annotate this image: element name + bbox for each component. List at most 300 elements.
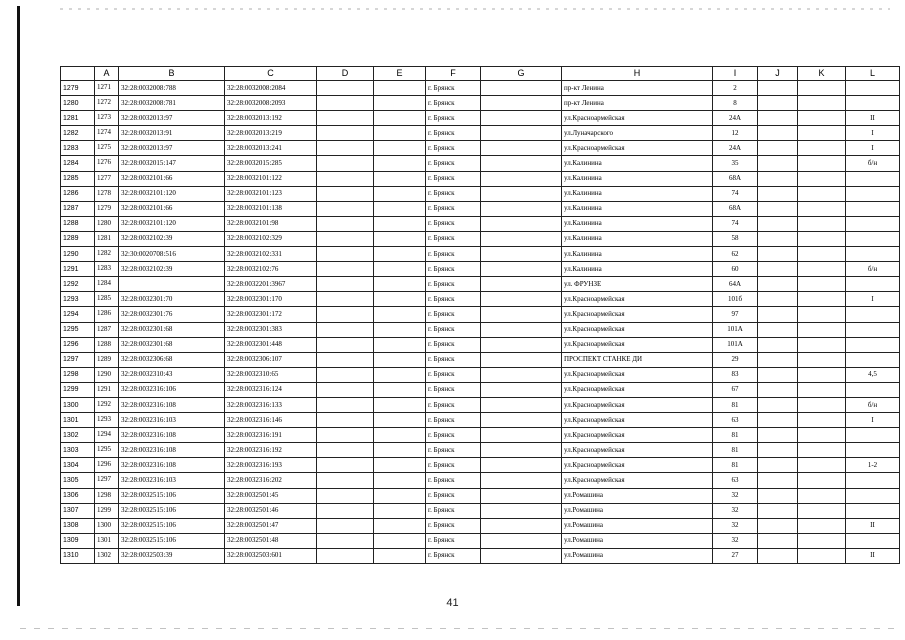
cell-d[interactable]: [317, 488, 374, 503]
cell-h[interactable]: ул.Калинина: [562, 262, 713, 277]
cell-h[interactable]: ул.Красноармейская: [562, 367, 713, 382]
cell-d[interactable]: [317, 111, 374, 126]
cell-h[interactable]: ул.Калинина: [562, 231, 713, 246]
cell-a[interactable]: 1281: [95, 231, 119, 246]
cell-j[interactable]: [758, 352, 798, 367]
cell-a[interactable]: 1282: [95, 247, 119, 262]
cell-i[interactable]: 68А: [713, 171, 758, 186]
column-header[interactable]: J: [758, 67, 798, 81]
row-number[interactable]: 1288: [61, 216, 95, 231]
cell-d[interactable]: [317, 548, 374, 563]
cell-c[interactable]: 32:28:0032316:193: [225, 458, 317, 473]
cell-b[interactable]: 32:28:0032008:781: [119, 96, 225, 111]
cell-k[interactable]: [798, 201, 846, 216]
row-number[interactable]: 1307: [61, 503, 95, 518]
cell-f[interactable]: г. Брянск: [426, 201, 481, 216]
cell-l[interactable]: [846, 488, 900, 503]
cell-k[interactable]: [798, 533, 846, 548]
cell-g[interactable]: [481, 352, 562, 367]
cell-e[interactable]: [374, 247, 426, 262]
cell-f[interactable]: г. Брянск: [426, 428, 481, 443]
cell-b[interactable]: 32:28:0032008:788: [119, 81, 225, 96]
cell-f[interactable]: г. Брянск: [426, 533, 481, 548]
cell-g[interactable]: [481, 473, 562, 488]
row-number[interactable]: 1301: [61, 413, 95, 428]
row-number[interactable]: 1289: [61, 231, 95, 246]
cell-j[interactable]: [758, 473, 798, 488]
cell-h[interactable]: ул. ФРУНЗЕ: [562, 277, 713, 292]
cell-j[interactable]: [758, 171, 798, 186]
column-header[interactable]: K: [798, 67, 846, 81]
cell-g[interactable]: [481, 231, 562, 246]
cell-k[interactable]: [798, 141, 846, 156]
cell-b[interactable]: 32:28:0032015:147: [119, 156, 225, 171]
cell-k[interactable]: [798, 307, 846, 322]
row-number[interactable]: 1293: [61, 292, 95, 307]
column-header[interactable]: B: [119, 67, 225, 81]
row-number[interactable]: 1279: [61, 81, 95, 96]
row-number[interactable]: 1286: [61, 186, 95, 201]
cell-g[interactable]: [481, 156, 562, 171]
cell-d[interactable]: [317, 201, 374, 216]
cell-d[interactable]: [317, 443, 374, 458]
cell-d[interactable]: [317, 186, 374, 201]
cell-d[interactable]: [317, 337, 374, 352]
cell-k[interactable]: [798, 367, 846, 382]
cell-g[interactable]: [481, 111, 562, 126]
cell-j[interactable]: [758, 503, 798, 518]
cell-i[interactable]: 32: [713, 503, 758, 518]
cell-b[interactable]: 32:28:0032503:39: [119, 548, 225, 563]
cell-i[interactable]: 62: [713, 247, 758, 262]
cell-f[interactable]: г. Брянск: [426, 171, 481, 186]
cell-f[interactable]: г. Брянск: [426, 231, 481, 246]
cell-j[interactable]: [758, 81, 798, 96]
cell-f[interactable]: г. Брянск: [426, 216, 481, 231]
cell-b[interactable]: 32:28:0032102:39: [119, 262, 225, 277]
cell-i[interactable]: 24А: [713, 111, 758, 126]
cell-d[interactable]: [317, 292, 374, 307]
cell-i[interactable]: 32: [713, 518, 758, 533]
cell-l[interactable]: [846, 443, 900, 458]
cell-b[interactable]: 32:28:0032316:103: [119, 413, 225, 428]
cell-d[interactable]: [317, 397, 374, 412]
cell-d[interactable]: [317, 171, 374, 186]
cell-a[interactable]: 1294: [95, 428, 119, 443]
cell-j[interactable]: [758, 458, 798, 473]
cell-g[interactable]: [481, 443, 562, 458]
cell-g[interactable]: [481, 277, 562, 292]
cell-b[interactable]: 32:28:0032013:91: [119, 126, 225, 141]
cell-a[interactable]: 1275: [95, 141, 119, 156]
cell-e[interactable]: [374, 141, 426, 156]
cell-c[interactable]: 32:28:0032102:76: [225, 262, 317, 277]
row-number[interactable]: 1294: [61, 307, 95, 322]
cell-a[interactable]: 1298: [95, 488, 119, 503]
cell-g[interactable]: [481, 337, 562, 352]
cell-k[interactable]: [798, 292, 846, 307]
cell-l[interactable]: [846, 96, 900, 111]
cell-h[interactable]: ул.Красноармейская: [562, 413, 713, 428]
cell-e[interactable]: [374, 367, 426, 382]
cell-f[interactable]: г. Брянск: [426, 337, 481, 352]
cell-a[interactable]: 1287: [95, 322, 119, 337]
cell-e[interactable]: [374, 382, 426, 397]
cell-l[interactable]: [846, 382, 900, 397]
cell-f[interactable]: г. Брянск: [426, 382, 481, 397]
cell-i[interactable]: 81: [713, 458, 758, 473]
column-header[interactable]: F: [426, 67, 481, 81]
cell-e[interactable]: [374, 277, 426, 292]
cell-d[interactable]: [317, 503, 374, 518]
cell-f[interactable]: г. Брянск: [426, 262, 481, 277]
cell-f[interactable]: г. Брянск: [426, 352, 481, 367]
cell-f[interactable]: г. Брянск: [426, 518, 481, 533]
cell-l[interactable]: [846, 322, 900, 337]
cell-i[interactable]: 63: [713, 473, 758, 488]
cell-g[interactable]: [481, 428, 562, 443]
cell-f[interactable]: г. Брянск: [426, 473, 481, 488]
cell-e[interactable]: [374, 413, 426, 428]
cell-e[interactable]: [374, 186, 426, 201]
cell-a[interactable]: 1284: [95, 277, 119, 292]
cell-k[interactable]: [798, 548, 846, 563]
cell-e[interactable]: [374, 458, 426, 473]
cell-e[interactable]: [374, 156, 426, 171]
cell-k[interactable]: [798, 277, 846, 292]
cell-g[interactable]: [481, 292, 562, 307]
cell-d[interactable]: [317, 156, 374, 171]
cell-j[interactable]: [758, 247, 798, 262]
cell-i[interactable]: 32: [713, 533, 758, 548]
cell-e[interactable]: [374, 322, 426, 337]
cell-b[interactable]: 32:28:0032310:43: [119, 367, 225, 382]
cell-e[interactable]: [374, 307, 426, 322]
cell-d[interactable]: [317, 277, 374, 292]
cell-g[interactable]: [481, 518, 562, 533]
cell-g[interactable]: [481, 171, 562, 186]
cell-i[interactable]: 81: [713, 428, 758, 443]
cell-h[interactable]: ул.Красноармейская: [562, 428, 713, 443]
row-number[interactable]: 1309: [61, 533, 95, 548]
cell-f[interactable]: г. Брянск: [426, 503, 481, 518]
cell-b[interactable]: 32:28:0032102:39: [119, 231, 225, 246]
cell-d[interactable]: [317, 231, 374, 246]
cell-b[interactable]: 32:28:0032316:108: [119, 443, 225, 458]
cell-j[interactable]: [758, 292, 798, 307]
cell-k[interactable]: [798, 382, 846, 397]
cell-h[interactable]: ул.Красноармейская: [562, 322, 713, 337]
cell-j[interactable]: [758, 111, 798, 126]
cell-l[interactable]: [846, 231, 900, 246]
cell-b[interactable]: 32:28:0032515:106: [119, 518, 225, 533]
cell-e[interactable]: [374, 488, 426, 503]
cell-a[interactable]: 1274: [95, 126, 119, 141]
cell-c[interactable]: 32:28:0032101:138: [225, 201, 317, 216]
cell-l[interactable]: [846, 81, 900, 96]
cell-e[interactable]: [374, 533, 426, 548]
cell-j[interactable]: [758, 337, 798, 352]
cell-a[interactable]: 1289: [95, 352, 119, 367]
row-number[interactable]: 1296: [61, 337, 95, 352]
cell-b[interactable]: 32:28:0032306:68: [119, 352, 225, 367]
cell-d[interactable]: [317, 458, 374, 473]
cell-c[interactable]: 32:28:0032008:2084: [225, 81, 317, 96]
column-header[interactable]: C: [225, 67, 317, 81]
cell-f[interactable]: г. Брянск: [426, 277, 481, 292]
cell-f[interactable]: г. Брянск: [426, 96, 481, 111]
cell-f[interactable]: г. Брянск: [426, 443, 481, 458]
cell-a[interactable]: 1297: [95, 473, 119, 488]
cell-k[interactable]: [798, 473, 846, 488]
cell-c[interactable]: 32:28:0032301:172: [225, 307, 317, 322]
cell-j[interactable]: [758, 548, 798, 563]
cell-b[interactable]: 32:28:0032515:106: [119, 533, 225, 548]
cell-h[interactable]: ул.Луначарского: [562, 126, 713, 141]
row-number[interactable]: 1304: [61, 458, 95, 473]
cell-k[interactable]: [798, 171, 846, 186]
cell-h[interactable]: ул.Красноармейская: [562, 443, 713, 458]
cell-b[interactable]: 32:28:0032101:66: [119, 171, 225, 186]
cell-h[interactable]: ул.Красноармейская: [562, 337, 713, 352]
cell-e[interactable]: [374, 397, 426, 412]
cell-f[interactable]: г. Брянск: [426, 397, 481, 412]
cell-h[interactable]: ул.Красноармейская: [562, 458, 713, 473]
cell-l[interactable]: II: [846, 111, 900, 126]
cell-j[interactable]: [758, 413, 798, 428]
cell-e[interactable]: [374, 171, 426, 186]
cell-i[interactable]: 12: [713, 126, 758, 141]
cell-h[interactable]: ул.Красноармейская: [562, 292, 713, 307]
cell-k[interactable]: [798, 322, 846, 337]
cell-c[interactable]: 32:28:0032301:448: [225, 337, 317, 352]
cell-c[interactable]: 32:28:0032316:191: [225, 428, 317, 443]
cell-d[interactable]: [317, 518, 374, 533]
cell-i[interactable]: 58: [713, 231, 758, 246]
cell-h[interactable]: ул.Красноармейская: [562, 307, 713, 322]
cell-d[interactable]: [317, 473, 374, 488]
cell-d[interactable]: [317, 428, 374, 443]
cell-h[interactable]: ул.Ромашина: [562, 503, 713, 518]
cell-i[interactable]: 67: [713, 382, 758, 397]
cell-h[interactable]: ул.Калинина: [562, 171, 713, 186]
cell-c[interactable]: 32:28:0032301:170: [225, 292, 317, 307]
cell-d[interactable]: [317, 382, 374, 397]
cell-g[interactable]: [481, 141, 562, 156]
cell-a[interactable]: 1293: [95, 413, 119, 428]
cell-b[interactable]: 32:28:0032013:97: [119, 111, 225, 126]
cell-g[interactable]: [481, 262, 562, 277]
cell-j[interactable]: [758, 231, 798, 246]
cell-i[interactable]: 97: [713, 307, 758, 322]
cell-b[interactable]: 32:28:0032101:120: [119, 216, 225, 231]
cell-l[interactable]: б/н: [846, 156, 900, 171]
cell-j[interactable]: [758, 428, 798, 443]
cell-f[interactable]: г. Брянск: [426, 367, 481, 382]
cell-i[interactable]: 101б: [713, 292, 758, 307]
cell-a[interactable]: 1296: [95, 458, 119, 473]
row-number[interactable]: 1281: [61, 111, 95, 126]
row-number[interactable]: 1290: [61, 247, 95, 262]
cell-c[interactable]: 32:28:0032316:146: [225, 413, 317, 428]
cell-b[interactable]: 32:28:0032301:68: [119, 322, 225, 337]
cell-a[interactable]: 1291: [95, 382, 119, 397]
cell-b[interactable]: 32:28:0032013:97: [119, 141, 225, 156]
cell-d[interactable]: [317, 216, 374, 231]
cell-l[interactable]: I: [846, 126, 900, 141]
cell-j[interactable]: [758, 307, 798, 322]
cell-h[interactable]: ул.Красноармейская: [562, 111, 713, 126]
cell-h[interactable]: ул.Калинина: [562, 216, 713, 231]
cell-a[interactable]: 1290: [95, 367, 119, 382]
cell-j[interactable]: [758, 156, 798, 171]
row-number[interactable]: 1282: [61, 126, 95, 141]
cell-a[interactable]: 1302: [95, 548, 119, 563]
cell-b[interactable]: 32:28:0032301:76: [119, 307, 225, 322]
cell-i[interactable]: 24А: [713, 141, 758, 156]
cell-d[interactable]: [317, 81, 374, 96]
cell-j[interactable]: [758, 397, 798, 412]
cell-a[interactable]: 1299: [95, 503, 119, 518]
cell-l[interactable]: II: [846, 548, 900, 563]
cell-d[interactable]: [317, 307, 374, 322]
cell-l[interactable]: [846, 216, 900, 231]
cell-l[interactable]: [846, 307, 900, 322]
cell-c[interactable]: 32:28:0032316:202: [225, 473, 317, 488]
cell-f[interactable]: г. Брянск: [426, 307, 481, 322]
cell-i[interactable]: 83: [713, 367, 758, 382]
cell-a[interactable]: 1278: [95, 186, 119, 201]
cell-f[interactable]: г. Брянск: [426, 548, 481, 563]
cell-j[interactable]: [758, 216, 798, 231]
cell-l[interactable]: [846, 247, 900, 262]
cell-d[interactable]: [317, 247, 374, 262]
cell-c[interactable]: 32:28:0032013:192: [225, 111, 317, 126]
cell-c[interactable]: 32:28:0032316:124: [225, 382, 317, 397]
cell-a[interactable]: 1300: [95, 518, 119, 533]
cell-h[interactable]: ул.Калинина: [562, 186, 713, 201]
column-header[interactable]: E: [374, 67, 426, 81]
cell-l[interactable]: б/н: [846, 262, 900, 277]
cell-h[interactable]: ул.Красноармейская: [562, 473, 713, 488]
cell-c[interactable]: 32:28:0032501:46: [225, 503, 317, 518]
cell-l[interactable]: [846, 473, 900, 488]
cell-g[interactable]: [481, 488, 562, 503]
cell-a[interactable]: 1286: [95, 307, 119, 322]
cell-a[interactable]: 1295: [95, 443, 119, 458]
cell-k[interactable]: [798, 216, 846, 231]
cell-k[interactable]: [798, 156, 846, 171]
column-header[interactable]: H: [562, 67, 713, 81]
cell-g[interactable]: [481, 413, 562, 428]
cell-a[interactable]: 1272: [95, 96, 119, 111]
cell-k[interactable]: [798, 96, 846, 111]
cell-e[interactable]: [374, 111, 426, 126]
cell-d[interactable]: [317, 126, 374, 141]
cell-b[interactable]: 32:28:0032316:108: [119, 428, 225, 443]
cell-l[interactable]: [846, 428, 900, 443]
cell-b[interactable]: 32:28:0032301:68: [119, 337, 225, 352]
cell-b[interactable]: 32:28:0032316:108: [119, 397, 225, 412]
cell-h[interactable]: пр-кт Ленина: [562, 96, 713, 111]
cell-g[interactable]: [481, 247, 562, 262]
cell-k[interactable]: [798, 518, 846, 533]
cell-l[interactable]: [846, 186, 900, 201]
cell-g[interactable]: [481, 322, 562, 337]
cell-j[interactable]: [758, 382, 798, 397]
column-header[interactable]: L: [846, 67, 900, 81]
row-number[interactable]: 1302: [61, 428, 95, 443]
cell-k[interactable]: [798, 262, 846, 277]
cell-j[interactable]: [758, 488, 798, 503]
cell-c[interactable]: 32:28:0032015:285: [225, 156, 317, 171]
cell-a[interactable]: 1276: [95, 156, 119, 171]
cell-c[interactable]: 32:28:0032310:65: [225, 367, 317, 382]
cell-a[interactable]: 1283: [95, 262, 119, 277]
cell-c[interactable]: 32:28:0032101:123: [225, 186, 317, 201]
cell-b[interactable]: 32:28:0032515:106: [119, 488, 225, 503]
cell-g[interactable]: [481, 201, 562, 216]
cell-i[interactable]: 81: [713, 397, 758, 412]
cell-k[interactable]: [798, 111, 846, 126]
cell-l[interactable]: 4,5: [846, 367, 900, 382]
row-number[interactable]: 1285: [61, 171, 95, 186]
cell-j[interactable]: [758, 96, 798, 111]
cell-e[interactable]: [374, 216, 426, 231]
cell-c[interactable]: 32:28:0032503:601: [225, 548, 317, 563]
cell-d[interactable]: [317, 96, 374, 111]
cell-h[interactable]: ул.Калинина: [562, 201, 713, 216]
cell-g[interactable]: [481, 503, 562, 518]
cell-k[interactable]: [798, 352, 846, 367]
row-number[interactable]: 1295: [61, 322, 95, 337]
cell-k[interactable]: [798, 488, 846, 503]
cell-l[interactable]: II: [846, 518, 900, 533]
cell-j[interactable]: [758, 186, 798, 201]
cell-i[interactable]: 101А: [713, 337, 758, 352]
cell-b[interactable]: 32:28:0032316:103: [119, 473, 225, 488]
cell-c[interactable]: 32:28:0032501:48: [225, 533, 317, 548]
cell-f[interactable]: г. Брянск: [426, 413, 481, 428]
cell-e[interactable]: [374, 503, 426, 518]
cell-h[interactable]: ул.Калинина: [562, 156, 713, 171]
cell-l[interactable]: [846, 503, 900, 518]
cell-e[interactable]: [374, 262, 426, 277]
cell-i[interactable]: 74: [713, 186, 758, 201]
cell-d[interactable]: [317, 352, 374, 367]
cell-c[interactable]: 32:28:0032101:98: [225, 216, 317, 231]
row-number[interactable]: 1298: [61, 367, 95, 382]
cell-j[interactable]: [758, 322, 798, 337]
cell-b[interactable]: 32:30:0020708:516: [119, 247, 225, 262]
cell-i[interactable]: 27: [713, 548, 758, 563]
cell-f[interactable]: г. Брянск: [426, 247, 481, 262]
cell-e[interactable]: [374, 292, 426, 307]
cell-d[interactable]: [317, 367, 374, 382]
cell-c[interactable]: 32:28:0032501:47: [225, 518, 317, 533]
cell-c[interactable]: 32:28:0032013:219: [225, 126, 317, 141]
cell-a[interactable]: 1292: [95, 397, 119, 412]
cell-l[interactable]: [846, 277, 900, 292]
cell-h[interactable]: ул.Ромашина: [562, 533, 713, 548]
cell-j[interactable]: [758, 141, 798, 156]
cell-g[interactable]: [481, 458, 562, 473]
cell-j[interactable]: [758, 443, 798, 458]
cell-f[interactable]: г. Брянск: [426, 186, 481, 201]
cell-e[interactable]: [374, 81, 426, 96]
cell-k[interactable]: [798, 337, 846, 352]
cell-a[interactable]: 1277: [95, 171, 119, 186]
